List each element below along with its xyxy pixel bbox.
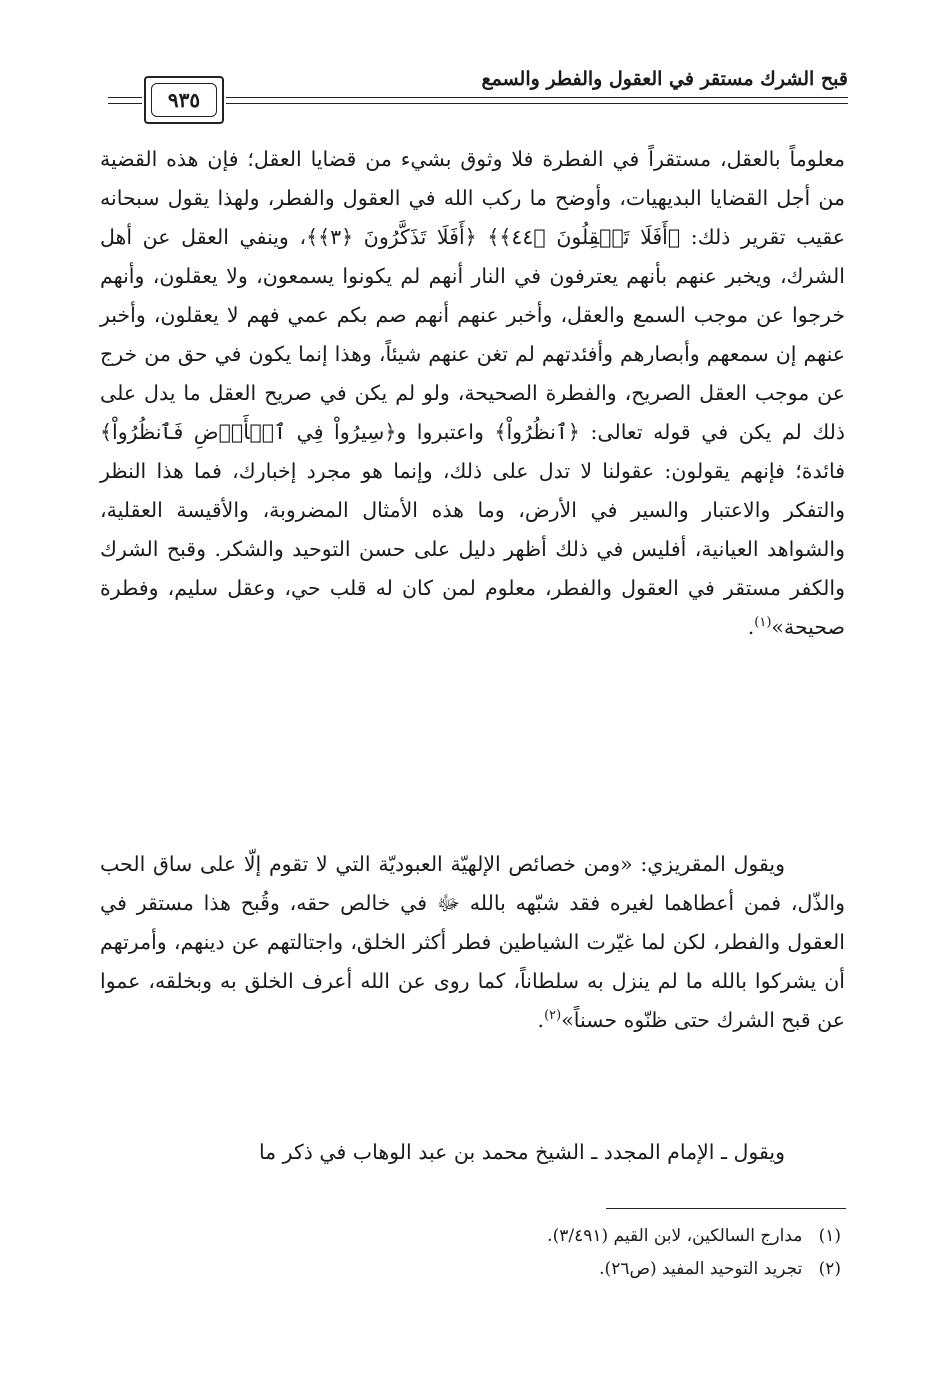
paragraph-1: معلوماً بالعقل، مستقراً في الفطرة فلا وثوق بشيء من قضايا العقل؛ فإن هذه القضية من أجل القضايا البديهيات، وأوضح ما ركب الله في العقول والفطر، ولهذا يقول سبحانه عقيب تقرير ذلك: ﴿أَفَلَا تَعۡقِلُونَ ﴿٤٤﴾﴾ ﴿أَفَلَا تَذَكَّرُونَ ﴿٣﴾﴾، وينفي العقل عن أهل الشرك، ويخبر عنهم بأنهم يعترفون في النار أنهم لم يكونوا يسمعون، ولا يعقلون، وأنهم خرجوا عن موجب السمع والعقل، وأخبر عنهم أنهم صم بكم عمي فهم لا يعقلون، وأخبر عنهم إن سمعهم وأبصارهم وأفئدتهم لم تغن عنهم شيئاً، وهذا إنما يكون في حق من خرج عن موجب العقل الصريح، والفطرة الصحيحة، ولو لم يكن في صريح العقل ما يدل على ذلك لم يكن في قوله تعالى: ﴿ٱنظُرُواْ﴾ واعتبروا و﴿سِيرُواْ فِي ٱلۡأَرۡضِ فَٱنظُرُواْ﴾ فائدة؛ فإنهم يقولون: عقولنا لا تدل على ذلك، وإنما هو مجرد إخبارك، فما هذا النظر والتفكر والاعتبار والسير في الأرض، وما هذه الأمثال المضروبة، والأقيسة العقلية، والشواهد العيانية، أفليس في ذلك أظهر دليل على حسن التوحيد والشكر. وقبح الشرك والكفر مستقر في العقول والفطر، معلوم لمن كان له قلب حي، وعقل سليم، وفطرة صحيحة»$^{(١)}$. [100,147,845,639]
page-number-frame [144,76,224,124]
paragraph-1-text: معلوماً بالعقل، مستقراً في الفطرة فلا وثوق بشيء من قضايا العقل؛ فإن هذه القضية من أجل القضايا البديهيات، وأوضح ما ركب الله في العقول والفطر، ولهذا يقول سبحانه عقيب تقرير ذلك: ﴿أَفَلَا تَعۡقِلُونَ ﴿٤٤﴾﴾ ﴿أَفَلَا تَذَكَّرُونَ ﴿٣﴾﴾، وينفي العقل عن أهل الشرك، ويخبر عنهم بأنهم يعترفون في النار أنهم لم يكونوا يسمعون، ولا يعقلون، وأنهم خرجوا عن موجب السمع والعقل، وأخبر عنهم أنهم صم بكم عمي فهم لا يعقلون، وأخبر عنهم إن سمعهم وأبصارهم وأفئدتهم لم تغن عنهم شيئاً، وهذا إنما يكون في حق من خرج عن موجب العقل الصريح، والفطرة الصحيحة، ولو لم يكن في صريح العقل ما يدل على ذلك لم يكن في قوله تعالى: ﴿ٱنظُرُواْ﴾ واعتبروا و﴿سِيرُواْ فِي ٱلۡأَرۡضِ فَٱنظُرُواْ﴾ فائدة؛ فإنهم يقولون: عقولنا لا تدل على ذلك، وإنما هو مجرد إخبارك، فما هذا النظر والتفكر والاعتبار والسير في الأرض، وما هذه الأمثال المضروبة، والأقيسة العقلية، والشواهد العيانية، أفليس في ذلك أظهر دليل على حسن التوحيد والشكر. وقبح الشرك والكفر مستقر في العقول والفطر، معلوم لمن كان له قلب حي، وعقل سليم، وفطرة صحيحة» [100,147,845,639]
footnote-number: (١) [818,1226,841,1246]
running-title: قبح الشرك مستقر في العقول والفطر والسمع [481,68,848,90]
footnotes [241,1220,841,1286]
paragraph-3-text: ويقول ـ الإمام المجدد ـ الشيخ محمد بن عبد الوهاب في ذكر ما [258,1140,785,1164]
footnote-item [241,1220,841,1253]
header-rule [226,97,848,98]
paragraph-2: ويقول المقريزي: «ومن خصائص الإلهيّة العبوديّة التي لا تقوم إلّا على ساق الحب والذّل، فمن أعطاهما لغيره فقد شبّهه بالله ﷻ في خالص حقه، وقُبح هذا مستقر في العقول والفطر، لكن لما غيّرت الشياطين فطر أكثر الخلق، واجتالتهم عن دينهم، وأمرتهم أن يشركوا بالله ما لم ينزل به سلطاناً، كما روى عن الله أعرف الخلق به وبخلقه، عموا عن قبح الشرك حتى ظنّوه حسناً»$^{(٢)}$. [100,852,845,1032]
header-rule [108,97,142,98]
header-rule [108,103,142,104]
paragraph-2-text: ويقول المقريزي: «ومن خصائص الإلهيّة العبوديّة التي لا تقوم إلّا على ساق الحب والذّل، فمن أعطاهما لغيره فقد شبّهه بالله ﷻ في خالص حقه، وقُبح هذا مستقر في العقول والفطر، لكن لما غيّرت الشياطين فطر أكثر الخلق، واجتالتهم عن دينهم، وأمرتهم أن يشركوا بالله ما لم ينزل به سلطاناً، كما روى عن الله أعرف الخلق به وبخلقه، عموا عن قبح الشرك حتى ظنّوه حسناً» [100,852,845,1032]
footnote-number: (٢) [818,1259,841,1279]
page-number: ٩٣٥ [167,88,201,112]
footnote-ref-1: (١) [754,615,772,631]
footnote-ref-2: (٢) [544,1008,562,1024]
footnote-text: مدارج السالكين، لابن القيم (٣/٤٩١). [547,1226,803,1246]
paragraph-3 [100,1133,845,1172]
footnote-separator [606,1208,846,1209]
footnote-text: تجريد التوحيد المفيد (ص٢٦). [599,1259,803,1279]
page-header [108,68,848,130]
footnote-item [241,1253,841,1286]
header-rule [226,103,848,104]
